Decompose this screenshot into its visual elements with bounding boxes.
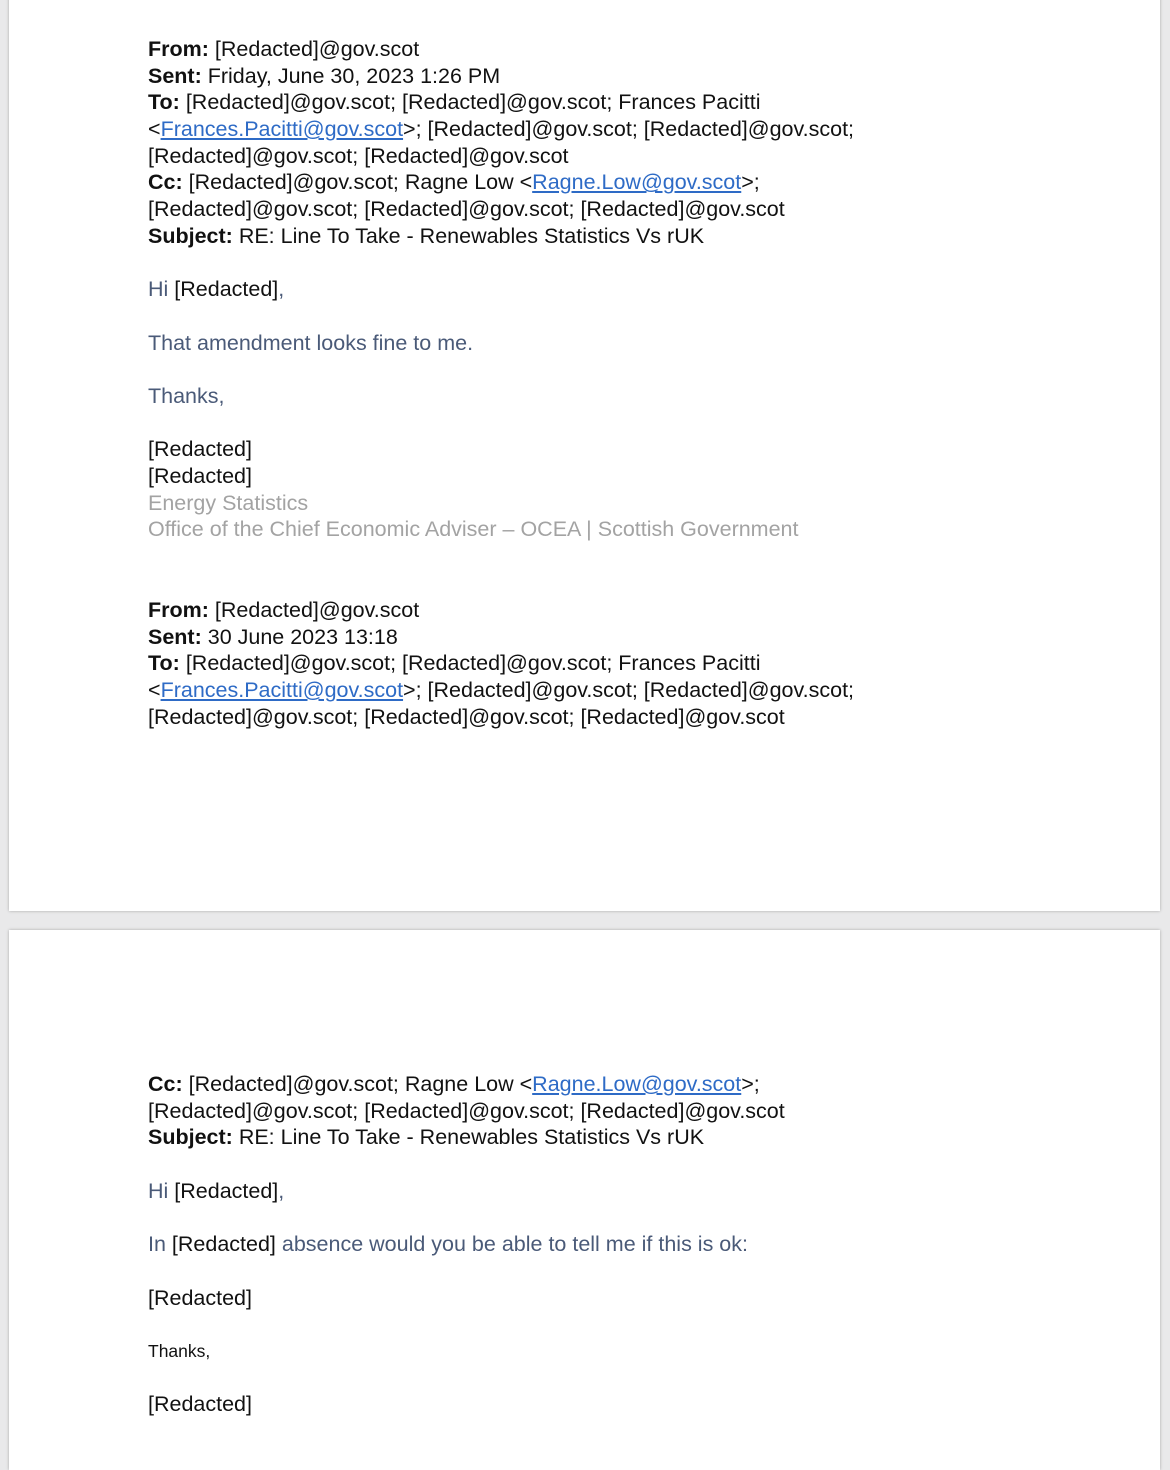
signature-title: [Redacted]: [148, 464, 252, 488]
subject-value: RE: Line To Take - Renewables Statistics Vs rUK: [238, 1125, 705, 1150]
greeting: Hi [Redacted],: [148, 1178, 285, 1203]
cc-line-2: [Redacted]@gov.scot; [Redacted]@gov.scot; [Redacted]@gov.scot: [148, 197, 785, 222]
subject-line: Subject: RE: Line To Take - Renewables Statistics Vs rUK: [148, 1125, 705, 1150]
signature-org: Office of the Chief Economic Adviser – OCEA | Scottish Government: [148, 517, 799, 542]
document-page-1: [9, 0, 1160, 911]
signature-team: Energy Statistics: [148, 490, 309, 515]
to-line: To: [Redacted]@gov.scot; [Redacted]@gov.scot; Frances Pacitti: [148, 90, 761, 115]
to-line-2: <Frances.Pacitti@gov.scot>; [Redacted]@gov.scot; [Redacted]@gov.scot;: [148, 117, 855, 142]
quoted-text: [Redacted]: [148, 1285, 252, 1310]
subject-value: RE: Line To Take - Renewables Statistics Vs rUK: [238, 223, 705, 248]
sent-line: Sent: 30 June 2023 13:18: [148, 624, 398, 649]
email-2-continued: [148, 1071, 1148, 1418]
sent-line: Sent: Friday, June 30, 2023 1:26 PM: [148, 63, 501, 88]
message-body: In [Redacted] absence would you be able to tell me if this is ok:: [148, 1232, 748, 1257]
to-line-3: [Redacted]@gov.scot; [Redacted]@gov.scot; [Redacted]@gov.scot: [148, 704, 785, 729]
greeting: Hi [Redacted],: [148, 277, 285, 302]
email-2-header: [148, 597, 1148, 730]
cc-line: Cc: [Redacted]@gov.scot; Ragne Low <Ragne.Low@gov.scot>;: [148, 1072, 760, 1096]
email-link-ragne-low[interactable]: Ragne.Low@gov.scot: [532, 170, 742, 195]
email-link-frances-pacitti[interactable]: Frances.Pacitti@gov.scot: [160, 678, 404, 703]
signature-name: [Redacted]: [148, 437, 252, 462]
message-body: That amendment looks fine to me.: [148, 330, 474, 355]
from-line: From: [Redacted]@gov.scot: [148, 37, 420, 61]
document-page-2: [9, 930, 1160, 1470]
to-line-3: [Redacted]@gov.scot; [Redacted]@gov.scot: [148, 143, 569, 168]
subject-line: Subject: RE: Line To Take - Renewables Statistics Vs rUK: [148, 223, 705, 248]
email-link-ragne-low[interactable]: Ragne.Low@gov.scot: [532, 1072, 742, 1096]
to-line: To: [Redacted]@gov.scot; [Redacted]@gov.scot; Frances Pacitti: [148, 651, 761, 676]
email-1: [148, 36, 1148, 543]
sent-value: Friday, June 30, 2023 1:26 PM: [207, 63, 501, 88]
closing: Thanks,: [148, 1340, 211, 1361]
from-value: [Redacted]@gov.scot: [214, 598, 420, 622]
to-value: [Redacted]@gov.scot; [Redacted]@gov.scot; Frances Pacitti: [185, 651, 761, 676]
email-link-frances-pacitti[interactable]: Frances.Pacitti@gov.scot: [160, 117, 404, 142]
sent-value: 30 June 2023 13:18: [207, 624, 398, 649]
to-value: [Redacted]@gov.scot; [Redacted]@gov.scot; Frances Pacitti: [185, 90, 761, 115]
from-line: From: [Redacted]@gov.scot: [148, 598, 420, 622]
cc-line-2: [Redacted]@gov.scot; [Redacted]@gov.scot; [Redacted]@gov.scot: [148, 1098, 785, 1123]
cc-line: Cc: [Redacted]@gov.scot; Ragne Low <Ragne.Low@gov.scot>;: [148, 170, 760, 195]
from-value: [Redacted]@gov.scot: [214, 37, 420, 61]
closing: Thanks,: [148, 383, 225, 408]
to-line-2: <Frances.Pacitti@gov.scot>; [Redacted]@gov.scot; [Redacted]@gov.scot;: [148, 678, 855, 703]
signature-name: [Redacted]: [148, 1392, 252, 1417]
